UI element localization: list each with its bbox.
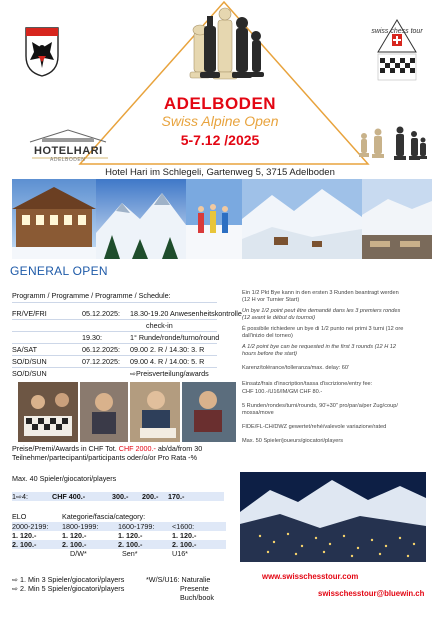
elo-second-4: 2. 100.- bbox=[172, 540, 197, 549]
divider bbox=[12, 331, 217, 332]
prizes-line-1 bbox=[12, 444, 202, 453]
bye-de-1: Ein 1/2 Pkt Bye kann in den ersten 3 Runden beantragt werden bbox=[242, 290, 399, 296]
rank-2-prize: 300.- bbox=[112, 492, 129, 501]
elo-second-3: 2. 100.- bbox=[118, 540, 143, 549]
rank-3-prize: 200.- bbox=[142, 492, 159, 501]
prizes-total: CHF 2000.- bbox=[118, 444, 156, 453]
email-link[interactable]: swisschesstour@bluewin.ch bbox=[318, 589, 425, 598]
category-label: Kategorie/fascia/category: bbox=[62, 512, 146, 521]
bye-fr-1: Un bye 1/2 point peut être demandé dans les 3 premiers rondes bbox=[242, 308, 401, 314]
hotel-logo-name: HOTELHARI bbox=[34, 145, 103, 157]
prizes-threshold: ab/da/from 30 bbox=[155, 444, 203, 453]
divider bbox=[12, 343, 217, 344]
elo-label: ELO bbox=[12, 512, 27, 521]
elo-col-2: 1800-1999: bbox=[62, 522, 99, 531]
ranks-label: 1⇨4: bbox=[12, 492, 29, 501]
bye-it-1: È possibile richiedere un bye di 1/2 punto nei primi 3 turni (12 ore bbox=[242, 326, 404, 332]
note-2: ⇨ 2. Min 5 Spieler/giocatori/players bbox=[12, 584, 125, 593]
tolerance: Karenz/tolérance/tolleranza/max. delay: 60' bbox=[242, 365, 350, 371]
chess-pieces-icon bbox=[180, 2, 270, 84]
program-text-2: check-in bbox=[146, 321, 173, 330]
program-day-5: SO/D/SUN bbox=[12, 357, 47, 366]
note-right-2: Presente bbox=[180, 584, 209, 593]
divider bbox=[12, 319, 217, 320]
swiss-chess-tour-logo-text: swiss chess tour bbox=[371, 28, 423, 35]
page-subtitle: Swiss Alpine Open bbox=[161, 113, 279, 129]
rank-4-prize: 170.- bbox=[168, 492, 185, 501]
entry-fee-2: CHF 100.-/U16/IM/GM CHF 80.- bbox=[242, 389, 323, 395]
program-text-5: 09.00 4. R / 14.00: 5. R bbox=[130, 357, 205, 366]
divider bbox=[12, 367, 217, 368]
swiss-chess-tour-logo-icon bbox=[368, 14, 426, 86]
bye-en-1: A 1/2 point bye can be requested in the first 3 rounds (12 H 12 bbox=[242, 344, 397, 350]
page-title: ADELBODEN bbox=[163, 94, 277, 113]
program-date-1: 05.12.2025: bbox=[82, 309, 120, 318]
max-players-right: Max. 50 Spieler/joueurs/giocatori/players bbox=[242, 438, 344, 444]
program-text-4: 09.00 2. R / 14.30: 3. R bbox=[130, 345, 205, 354]
rated-info: FIDE/FL-CH/DWZ gewertet/rehé/valevole variazione/rated bbox=[242, 424, 387, 430]
bye-it-2: dall'inizio del torneo) bbox=[242, 333, 293, 339]
section-title: GENERAL OPEN bbox=[10, 264, 108, 278]
elo-first-1: 1. 120.- bbox=[12, 531, 37, 540]
event-dates: 5-7.12 /2025 bbox=[180, 132, 260, 148]
elo-col-4: <1600: bbox=[172, 522, 195, 531]
divider bbox=[12, 302, 217, 303]
program-day-1: FR/VE/FRI bbox=[12, 309, 47, 318]
adelboden-crest-icon bbox=[24, 26, 60, 78]
elo-col-1: 2000-2199: bbox=[12, 522, 49, 531]
elo-second-2: 2. 100.- bbox=[62, 540, 87, 549]
time-control-1: 5 Runden/rondes/turni/rounds, 90'+30" pro/par/a/per Zug/coup/ bbox=[242, 403, 398, 409]
bye-de-2: (12 H vor Turnier Start) bbox=[242, 297, 300, 303]
prizes-label: Preise/Premi/Awards in CHF Tot. bbox=[12, 444, 119, 453]
program-text-3: 1° Runde/ronde/turno/round bbox=[130, 333, 220, 342]
elo-special-4: U16* bbox=[172, 549, 188, 558]
divider bbox=[12, 355, 217, 356]
hotel-address: Hotel Hari im Schlegeli, Gartenweg 5, 3715 Adelboden bbox=[105, 167, 335, 178]
note-right-3: Buch/book bbox=[180, 593, 214, 602]
elo-col-3: 1600-1799: bbox=[118, 522, 155, 531]
elo-first-2: 1. 120.- bbox=[62, 531, 87, 540]
elo-second-1: 2. 100.- bbox=[12, 540, 37, 549]
rank-1-prize: CHF 400.- bbox=[52, 492, 86, 501]
program-day-4: SA/SAT bbox=[12, 345, 38, 354]
program-text-6: ⇨Preisverteilung/awards bbox=[130, 369, 209, 378]
elo-first-3: 1. 120.- bbox=[118, 531, 143, 540]
prizes-line-2: Teilnehmer/partecipanti/participants oder/o/or Pro Rata -% bbox=[12, 453, 197, 462]
website-link[interactable]: www.swisschesstour.com bbox=[262, 572, 359, 581]
program-date-5: 07.12.2025: bbox=[82, 357, 120, 366]
chess-figures-icon bbox=[356, 126, 428, 168]
note-1: ⇨ 1. Min 3 Spieler/giocatori/players bbox=[12, 575, 125, 584]
program-date-4: 06.12.2025: bbox=[82, 345, 120, 354]
program-date-3: 19.30: bbox=[82, 333, 102, 342]
note-right-1: *W/S/U16: Naturalie bbox=[146, 575, 211, 584]
chess-players-photos bbox=[18, 382, 236, 442]
hotel-logo-place: ADELBODEN bbox=[50, 157, 86, 163]
elo-table bbox=[12, 522, 226, 570]
entry-fee-1: Einsatz/frais d'inscription/tassa d'iscrizione/entry fee: bbox=[242, 381, 373, 387]
alpine-photo-strip bbox=[12, 179, 432, 259]
max-players: Max. 40 Spieler/giocatori/players bbox=[12, 474, 117, 483]
time-control-2: mossa/move bbox=[242, 410, 274, 416]
adelboden-night-photo bbox=[240, 472, 426, 562]
bye-en-2: hours before the start) bbox=[242, 351, 298, 357]
program-day-6: SO/D/SUN bbox=[12, 369, 47, 378]
elo-special-2: D/W* bbox=[70, 549, 87, 558]
elo-special-3: Sen* bbox=[122, 549, 138, 558]
bye-fr-2: (12 avant le début du tournoi) bbox=[242, 315, 316, 321]
program-heading: Programm / Programme / Programme / Schedule: bbox=[12, 291, 171, 300]
program-text-1: 18.30-19.20 Anwesenheitskontrolle bbox=[130, 309, 242, 318]
elo-first-4: 1. 120.- bbox=[172, 531, 197, 540]
